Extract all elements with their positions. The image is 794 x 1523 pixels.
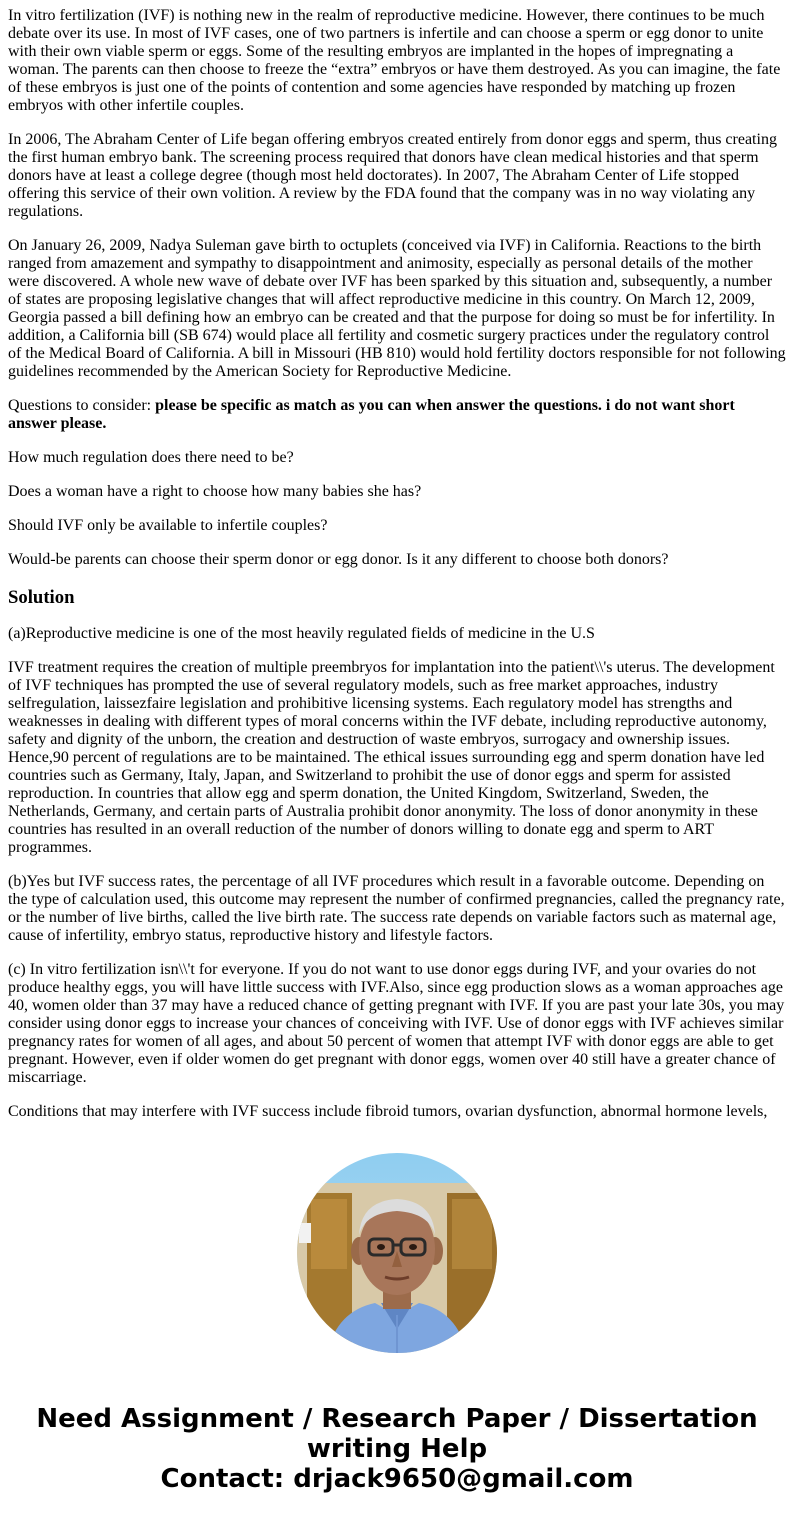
- question-4: Would-be parents can choose their sperm donor or egg donor. Is it any different to choose both donors?: [8, 551, 669, 568]
- intro-paragraph-3: On January 26, 2009, Nadya Suleman gave birth to octuplets (conceived via IVF) in California. Reactions to the birth ranged from amazement and sympathy to disappointment and animosity, especially as personal details of the mother were discovered. A whole new wave of debate over IVF has been sparked by this situation and, subsequently, a number of states are proposing legislative changes that will affect reproductive medicine in this country. On March 12, 2009, Georgia passed a bill defining how an embryo can be created and that the purpose for doing so must be for infertility. In addition, a California bill (SB 674) would place all fertility and cosmetic surgery practices under the regulatory control of the Medical Board of California. A bill in Missouri (HB 810) would hold fertility doctors responsible for not following guidelines recommended by the American Society for Reproductive Medicine.: [8, 237, 786, 380]
- cta-line-1: Need Assignment / Research Paper / Dissertation: [36, 1404, 758, 1434]
- solution-heading: Solution: [8, 587, 75, 608]
- solution-paragraph-1: (a)Reproductive medicine is one of the most heavily regulated fields of medicine in the U.S: [8, 625, 595, 642]
- question-2: Does a woman have a right to choose how many babies she has?: [8, 483, 422, 500]
- solution-paragraph-5: Conditions that may interfere with IVF success include fibroid tumors, ovarian dysfunction, abnormal hormone levels,: [8, 1103, 768, 1120]
- contact-call-to-action: [0, 1404, 794, 1494]
- solution-paragraph-4: (c) In vitro fertilization isn\\'t for everyone. If you do not want to use donor eggs during IVF, and your ovaries do not produce healthy eggs, you will have little success with IVF.Also, since egg production slows as a woman approaches age 40, women older than 37 may have a reduced chance of getting pregnant with IVF. If you are past your late 30s, you may consider using donor eggs to increase your chances of conceiving with IVF. Use of donor eggs with IVF achieves similar pregnancy rates for women of all ages, and about 50 percent of women that attempt IVF with donor eggs are able to get pregnant. However, even if older women do get pregnant with donor eggs, women over 40 still have a greater chance of miscarriage.: [8, 961, 785, 1086]
- cta-line-3: Contact: drjack9650@gmail.com: [160, 1464, 634, 1494]
- questions-intro-label: Questions to consider:: [8, 397, 156, 414]
- intro-paragraph-2: In 2006, The Abraham Center of Life began offering embryos created entirely from donor eggs and sperm, thus creating the first human embryo bank. The screening process required that donors have clean medical histories and that sperm donors have at least a college degree (though most held doctorates). In 2007, The Abraham Center of Life stopped offering this service of their own volition. A review by the FDA found that the company was in no way violating any regulations.: [8, 131, 777, 220]
- questions-note: please be specific as match as you can when answer the questions. i do not want short answer please.: [8, 397, 735, 432]
- solution-paragraph-2: IVF treatment requires the creation of multiple preembryos for implantation into the patient\\'s uterus. The development of IVF techniques has prompted the use of several regulatory models, such as free market approaches, industry selfregulation, laissezfaire legislation and prohibitive licensing systems. Each regulatory model has strengths and weaknesses in dealing with different types of moral concerns within the IVF debate, including reproductive autonomy, safety and dignity of the unborn, the creation and destruction of waste embryos, surrogacy and ownership issues. Hence,90 percent of regulations are to be maintained. The ethical issues surrounding egg and sperm donation have led countries such as Germany, Italy, Japan, and Switzerland to prohibit the use of donor eggs and sperm for assisted reproduction. In countries that allow egg and sperm donation, the United Kingdom, Switzerland, Sweden, the Netherlands, Germany, and certain parts of Australia prohibit donor anonymity. The loss of donor anonymity in these countries has resulted in an overall reduction of the number of donors willing to donate egg and sperm to ART programmes.: [8, 659, 775, 856]
- person-photo-icon: [297, 1153, 497, 1353]
- question-3: Should IVF only be available to infertile couples?: [8, 517, 328, 534]
- intro-paragraph-1: In vitro fertilization (IVF) is nothing new in the realm of reproductive medicine. However, there continues to be much debate over its use. In most of IVF cases, one of two partners is infertile and can choose a sperm or egg donor to unite with their own viable sperm or eggs. Some of the resulting embryos are implanted in the hopes of impregnating a woman. The parents can then choose to freeze the “extra” embryos or have them destroyed. As you can imagine, the fate of these embryos is just one of the points of contention and some agencies have responded by matching up frozen embryos with other infertile couples.: [8, 7, 781, 114]
- questions-intro: [8, 397, 786, 433]
- cta-line-2: writing Help: [306, 1434, 488, 1464]
- avatar-illustration: [297, 1153, 497, 1353]
- article-body: [8, 0, 786, 1123]
- solution-paragraph-3: (b)Yes but IVF success rates, the percentage of all IVF procedures which result in a favorable outcome. Depending on the type of calculation used, this outcome may represent the number of confirmed pregnancies, called the pregnancy rate, or the number of live births, called the live birth rate. The success rate depends on variable factors such as maternal age, cause of infertility, embryo status, reproductive history and lifestyle factors.: [8, 873, 785, 944]
- question-1: How much regulation does there need to be?: [8, 449, 294, 466]
- promo-banner: [0, 1123, 794, 1523]
